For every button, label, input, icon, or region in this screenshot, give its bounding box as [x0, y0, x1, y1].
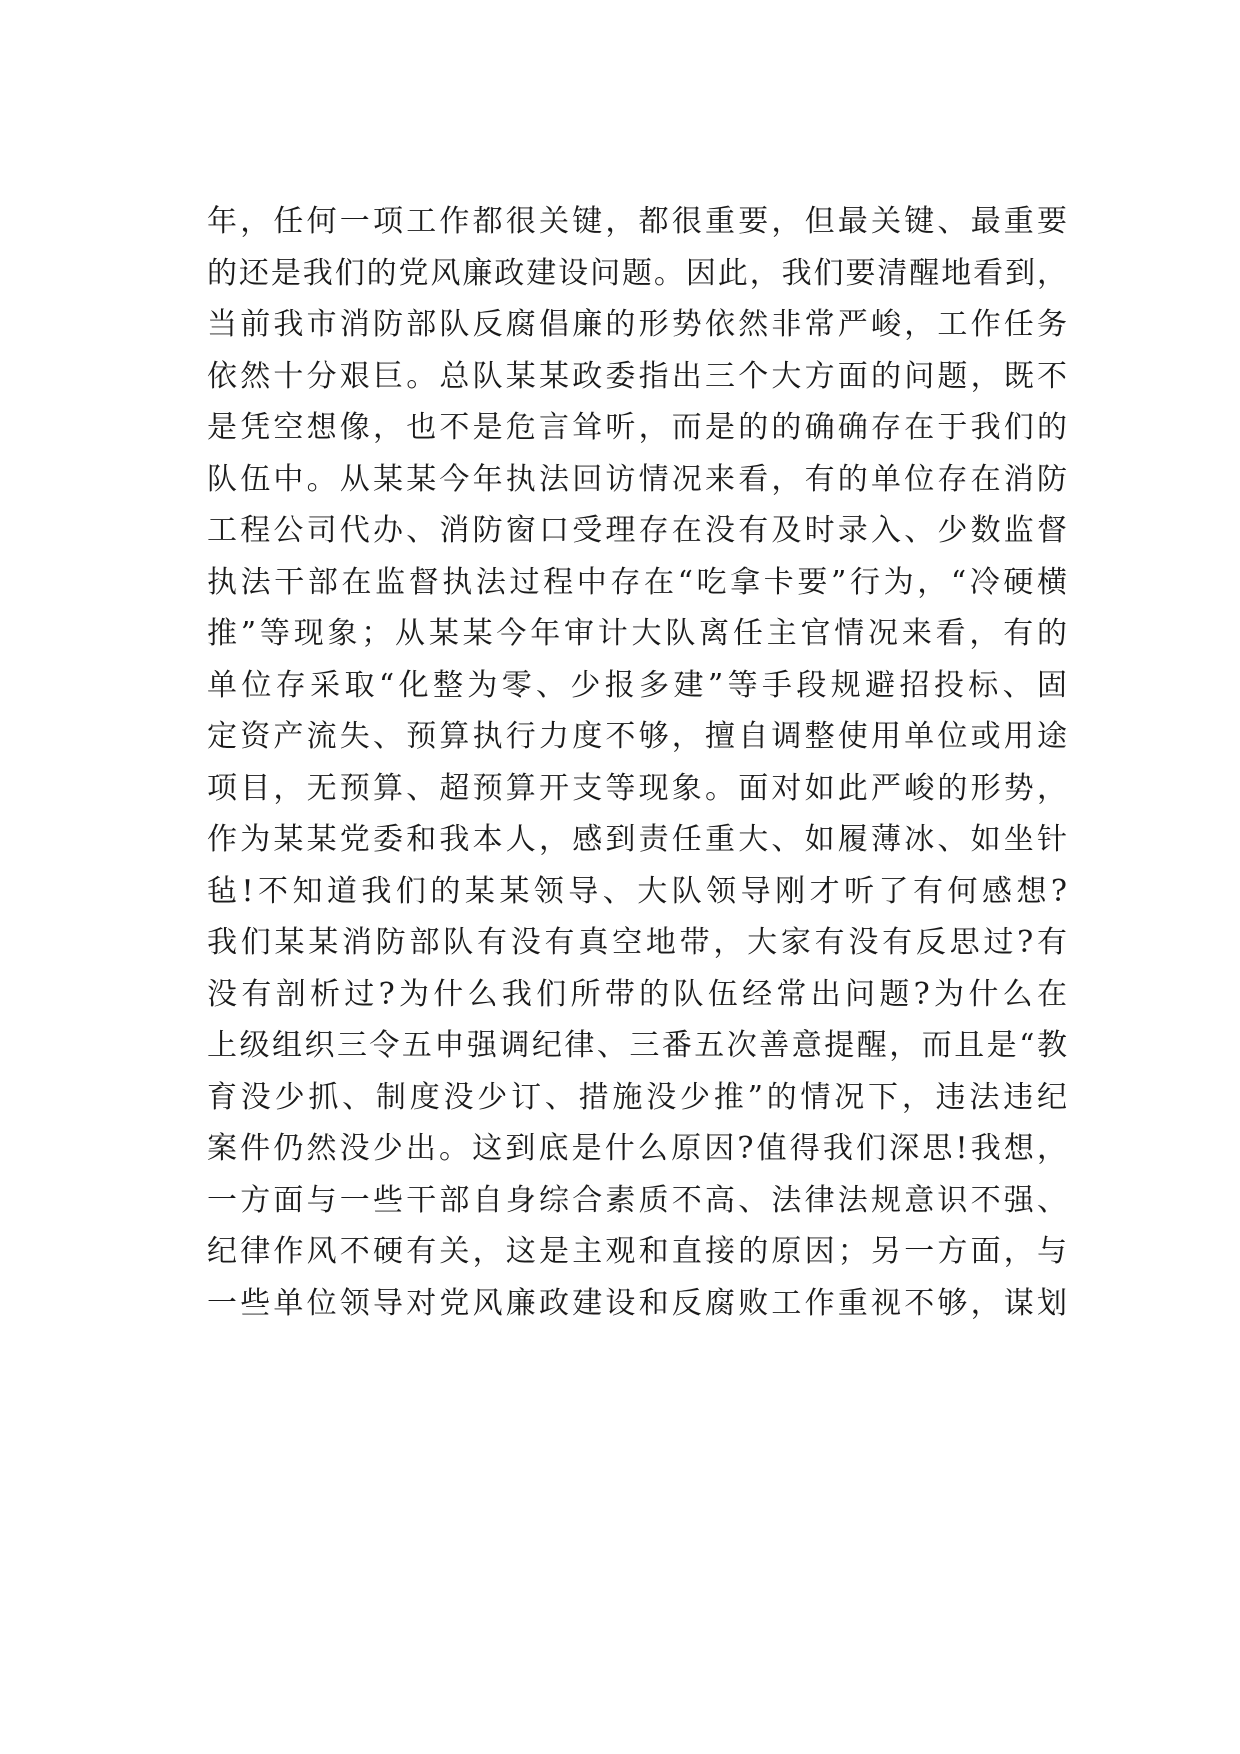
text-line: 育没少抓、制度没少订、措施没少推”的情况下，违法违纪 [207, 1079, 1067, 1115]
text-line: 案件仍然没少出。这到底是什么原因?值得我们深思!我想， [207, 1131, 1067, 1166]
text-line: 依然十分艰巨。总队某某政委指出三个大方面的问题，既不 [207, 358, 1067, 394]
text-line: 纪律作风不硬有关，这是主观和直接的原因；另一方面，与 [207, 1234, 1067, 1269]
text-line: 是凭空想像，也不是危言耸听，而是的的确确存在于我们的 [207, 410, 1067, 445]
text-line: 没有剖析过?为什么我们所带的队伍经常出问题?为什么在 [207, 976, 1067, 1012]
text-line: 当前我市消防部队反腐倡廉的形势依然非常严峻，工作任务 [207, 307, 1067, 342]
text-line: 我们某某消防部队有没有真空地带，大家有没有反思过?有 [207, 925, 1067, 960]
text-line: 执法干部在监督执法过程中存在“吃拿卡要”行为，“冷硬横 [207, 564, 1067, 600]
text-line: 一些单位领导对党风廉政建设和反腐败工作重视不够，谋划 [207, 1285, 1067, 1321]
text-line: 的还是我们的党风廉政建设问题。因此，我们要清醒地看到， [207, 255, 1067, 291]
text-line: 上级组织三令五申强调纪律、三番五次善意提醒，而且是“教 [207, 1028, 1067, 1063]
text-line: 毡!不知道我们的某某领导、大队领导刚才听了有何感想? [207, 873, 1067, 909]
text-line: 定资产流失、预算执行力度不够，擅自调整使用单位或用途 [207, 719, 1067, 754]
text-line: 一方面与一些干部自身综合素质不高、法律法规意识不强、 [207, 1182, 1067, 1218]
text-line: 队伍中。从某某今年执法回访情况来看，有的单位存在消防 [207, 461, 1067, 497]
text-line: 推”等现象；从某某今年审计大队离任主官情况来看，有的 [207, 616, 1067, 651]
text-line: 年，任何一项工作都很关键，都很重要，但最关键、最重要 [207, 204, 1067, 239]
text-line: 工程公司代办、消防窗口受理存在没有及时录入、少数监督 [207, 513, 1067, 548]
text-line: 项目，无预算、超预算开支等现象。面对如此严峻的形势， [207, 770, 1067, 806]
body-text [207, 196, 1067, 1329]
text-line: 单位存采取“化整为零、少报多建”等手段规避招投标、固 [207, 667, 1067, 703]
text-line: 作为某某党委和我本人，感到责任重大、如履薄冰、如坐针 [207, 822, 1067, 857]
